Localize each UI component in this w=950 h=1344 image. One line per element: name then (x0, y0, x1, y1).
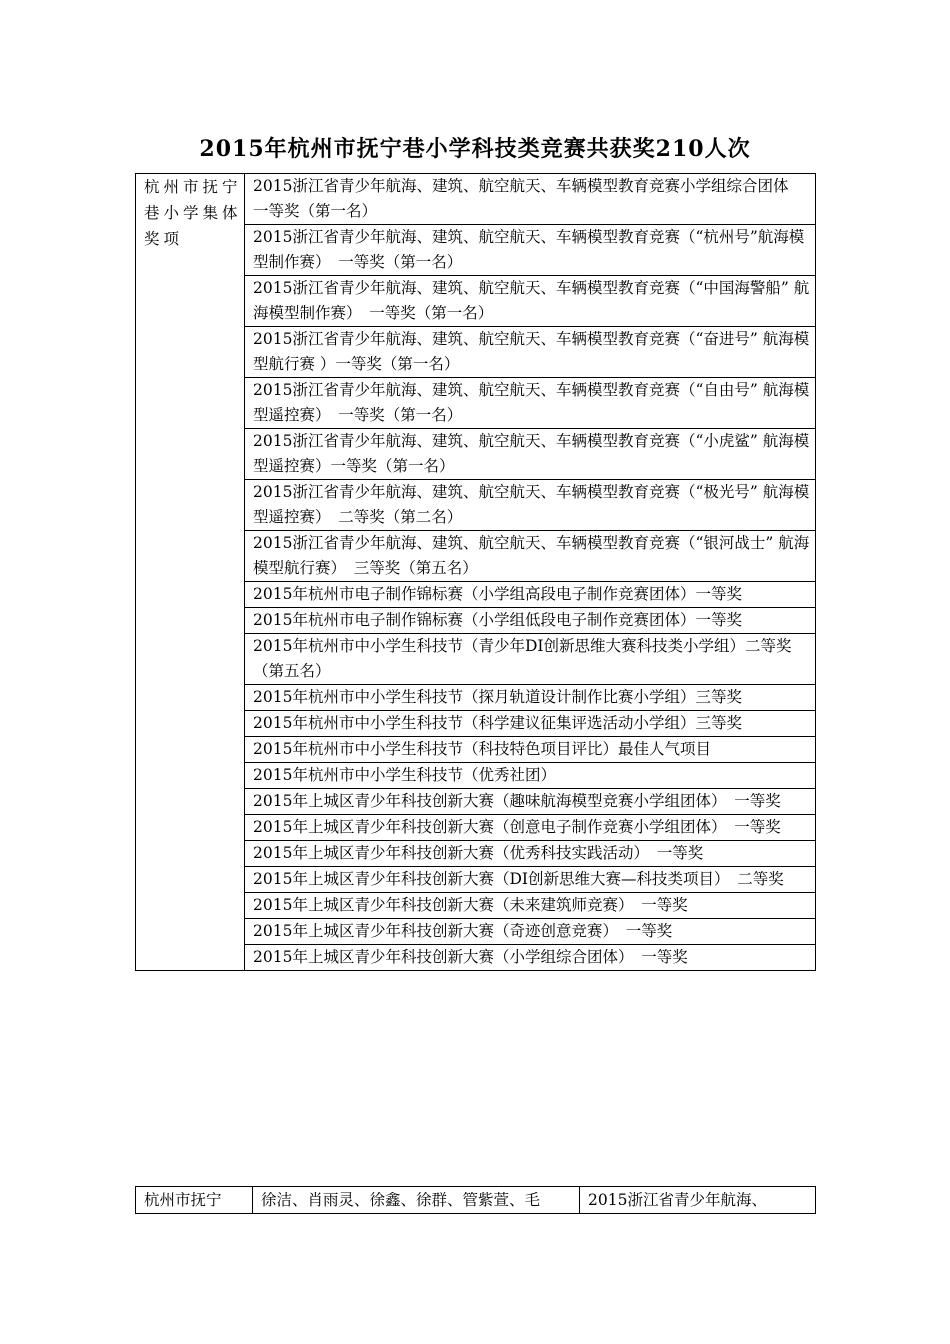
category-cell: 杭州市抚宁巷小学集体奖项 (136, 174, 245, 971)
award-cell: 2015年上城区青少年科技创新大赛（未来建筑师竞赛） 一等奖 (245, 893, 816, 919)
table-row (136, 174, 816, 225)
award-cell: 2015年杭州市中小学生科技节（优秀社团） (245, 763, 816, 789)
award-cell: 2015浙江省青少年航海、建筑、航空航天、车辆模型教育竞赛小学组综合团体 一等奖（第一名） (245, 174, 816, 225)
award-cell: 2015年上城区青少年科技创新大赛（奇迹创意竞赛） 一等奖 (245, 919, 816, 945)
award-cell: 2015浙江省青少年航海、建筑、航空航天、车辆模型教育竞赛（“极光号” 航海模型遥控赛） 二等奖（第二名） (245, 480, 816, 531)
award-cell: 2015年杭州市电子制作锦标赛（小学组低段电子制作竞赛团体）一等奖 (245, 608, 816, 634)
award-cell: 2015年上城区青少年科技创新大赛（趣味航海模型竞赛小学组团体） 一等奖 (245, 789, 816, 815)
award-cell: 2015浙江省青少年航海、 (580, 1187, 816, 1214)
award-cell: 2015年杭州市中小学生科技节（探月轨道设计制作比赛小学组）三等奖 (245, 685, 816, 711)
award-cell: 2015浙江省青少年航海、建筑、航空航天、车辆模型教育竞赛（“杭州号”航海模型制作赛） 一等奖（第一名） (245, 225, 816, 276)
award-cell: 2015年上城区青少年科技创新大赛（优秀科技实践活动） 一等奖 (245, 841, 816, 867)
award-cell: 2015浙江省青少年航海、建筑、航空航天、车辆模型教育竞赛（“银河战士” 航海模型航行赛） 三等奖（第五名） (245, 531, 816, 582)
award-cell: 2015年杭州市中小学生科技节（科学建议征集评选活动小学组）三等奖 (245, 711, 816, 737)
award-cell: 2015浙江省青少年航海、建筑、航空航天、车辆模型教育竞赛（“小虎鲨” 航海模型遥控赛）一等奖（第一名） (245, 429, 816, 480)
award-cell: 2015浙江省青少年航海、建筑、航空航天、车辆模型教育竞赛（“中国海警船” 航海模型制作赛） 一等奖（第一名） (245, 276, 816, 327)
individual-awards-table (135, 1186, 816, 1214)
collective-awards-table (135, 173, 816, 971)
table-row (136, 1187, 816, 1214)
students-cell: 徐洁、肖雨灵、徐鑫、徐群、管紫萱、毛 (253, 1187, 580, 1214)
page-title: 2015年杭州市抚宁巷小学科技类竞赛共获奖210人次 (199, 136, 751, 162)
award-cell: 2015年杭州市电子制作锦标赛（小学组高段电子制作竞赛团体）一等奖 (245, 582, 816, 608)
award-cell: 2015年上城区青少年科技创新大赛（DI创新思维大赛—科技类项目） 二等奖 (245, 867, 816, 893)
award-cell: 2015年杭州市中小学生科技节（青少年DI创新思维大赛科技类小学组）二等奖（第五名） (245, 634, 816, 685)
award-cell: 2015年杭州市中小学生科技节（科技特色项目评比）最佳人气项目 (245, 737, 816, 763)
award-cell: 2015年上城区青少年科技创新大赛（小学组综合团体） 一等奖 (245, 945, 816, 971)
award-cell: 2015浙江省青少年航海、建筑、航空航天、车辆模型教育竞赛（“自由号” 航海模型遥控赛） 一等奖（第一名） (245, 378, 816, 429)
school-cell: 杭州市抚宁 (136, 1187, 253, 1214)
award-cell: 2015浙江省青少年航海、建筑、航空航天、车辆模型教育竞赛（“奋进号” 航海模型航行赛 ）一等奖（第一名） (245, 327, 816, 378)
award-cell: 2015年上城区青少年科技创新大赛（创意电子制作竞赛小学组团体） 一等奖 (245, 815, 816, 841)
